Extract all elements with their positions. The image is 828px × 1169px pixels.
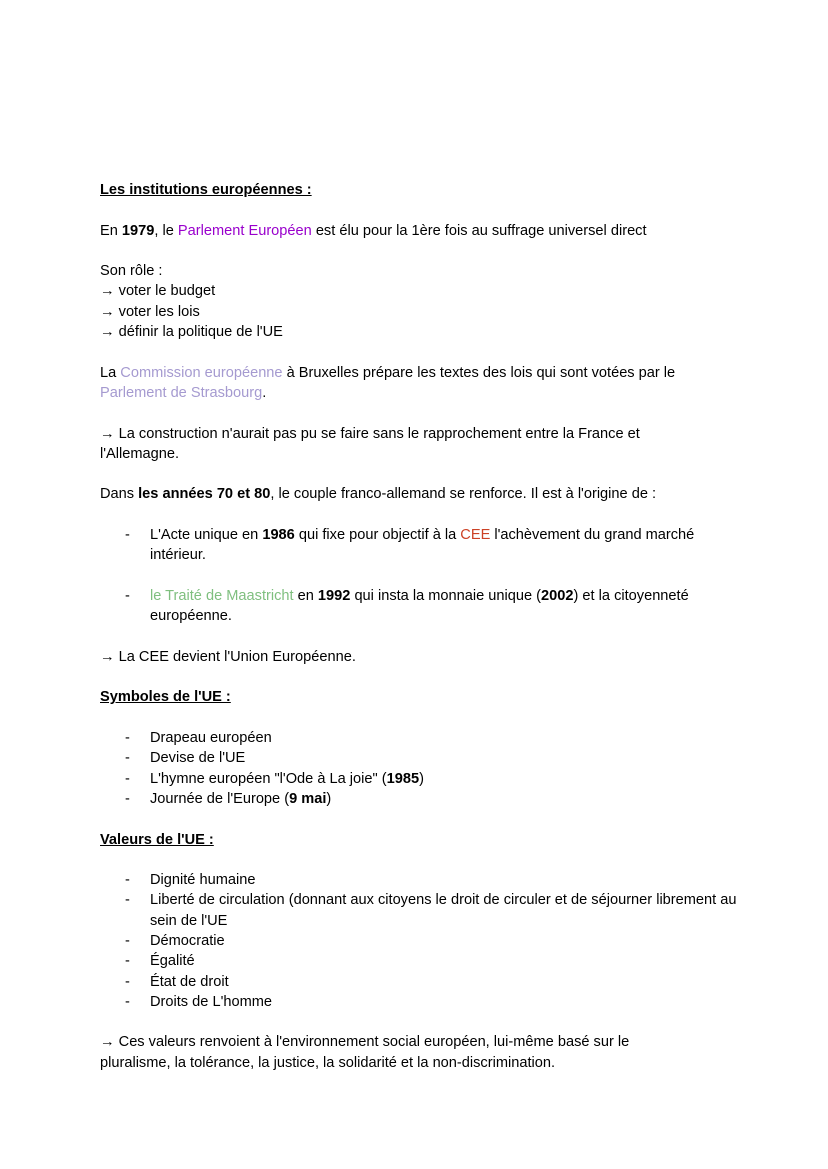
origin-list (100, 525, 740, 566)
paragraph-conclusion: → Ces valeurs renvoient à l'environnement social européen, lui-même basé sur le pluralisme, la tolérance, la justice, la solidarité et la non-discrimination. (100, 1034, 630, 1071)
list-item: - Dignité humaine (100, 870, 740, 890)
list-item: - Égalité (100, 951, 740, 971)
paragraph-cee-ue: → La CEE devient l'Union Européenne. (100, 648, 356, 665)
list-item: - Devise de l'UE (100, 748, 740, 768)
paragraph-commission: La Commission européenne à Bruxelles prépare les textes des lois qui sont votées par le Parlement de Strasbourg. (100, 364, 676, 401)
list-item: - État de droit (100, 972, 740, 992)
list-item: - Démocratie (100, 931, 740, 951)
heading-institutions: Les institutions européennes : (100, 182, 312, 198)
role-item: → voter les lois (100, 303, 200, 320)
role-item: → voter le budget (100, 283, 216, 300)
heading-symboles: Symboles de l'UE : (100, 689, 231, 706)
paragraph-franco-german: → La construction n'aurait pas pu se faire sans le rapprochement entre la France et l'Allemagne. (100, 425, 640, 462)
paragraph-70-80: Dans les années 70 et 80, le couple franco-allemand se renforce. Il est à l'origine de : (100, 486, 657, 503)
list-item: - Liberté de circulation (donnant aux citoyens le droit de circuler et de séjourner librement au sein de l'UE (100, 890, 740, 931)
list-item-acte-unique: - L'Acte unique en 1986 qui fixe pour objectif à la CEE l'achèvement du grand marché intérieur. (100, 525, 730, 566)
list-item: - Droits de L'homme (100, 992, 740, 1012)
paragraph-parliament-1979: En 1979, le Parlement Européen est élu pour la 1ère fois au suffrage universel direct (100, 222, 647, 239)
list-item-maastricht: - le Traité de Maastricht en 1992 qui insta la monnaie unique (2002) et la citoyenneté européenne. (100, 586, 730, 627)
list-item: - Journée de l'Europe (9 mai) (100, 789, 740, 809)
symbols-list (100, 728, 740, 809)
role-item: → définir la politique de l'UE (100, 324, 283, 341)
list-item: - L'hymne européen "l'Ode à La joie" (1985) (100, 769, 740, 789)
parliament-link: Parlement Européen (177, 222, 312, 239)
list-item: - Drapeau européen (100, 728, 740, 748)
heading-valeurs: Valeurs de l'UE : (100, 831, 214, 848)
document-page (100, 180, 740, 1073)
values-list (100, 870, 740, 1012)
role-label: Son rôle : (100, 263, 163, 280)
